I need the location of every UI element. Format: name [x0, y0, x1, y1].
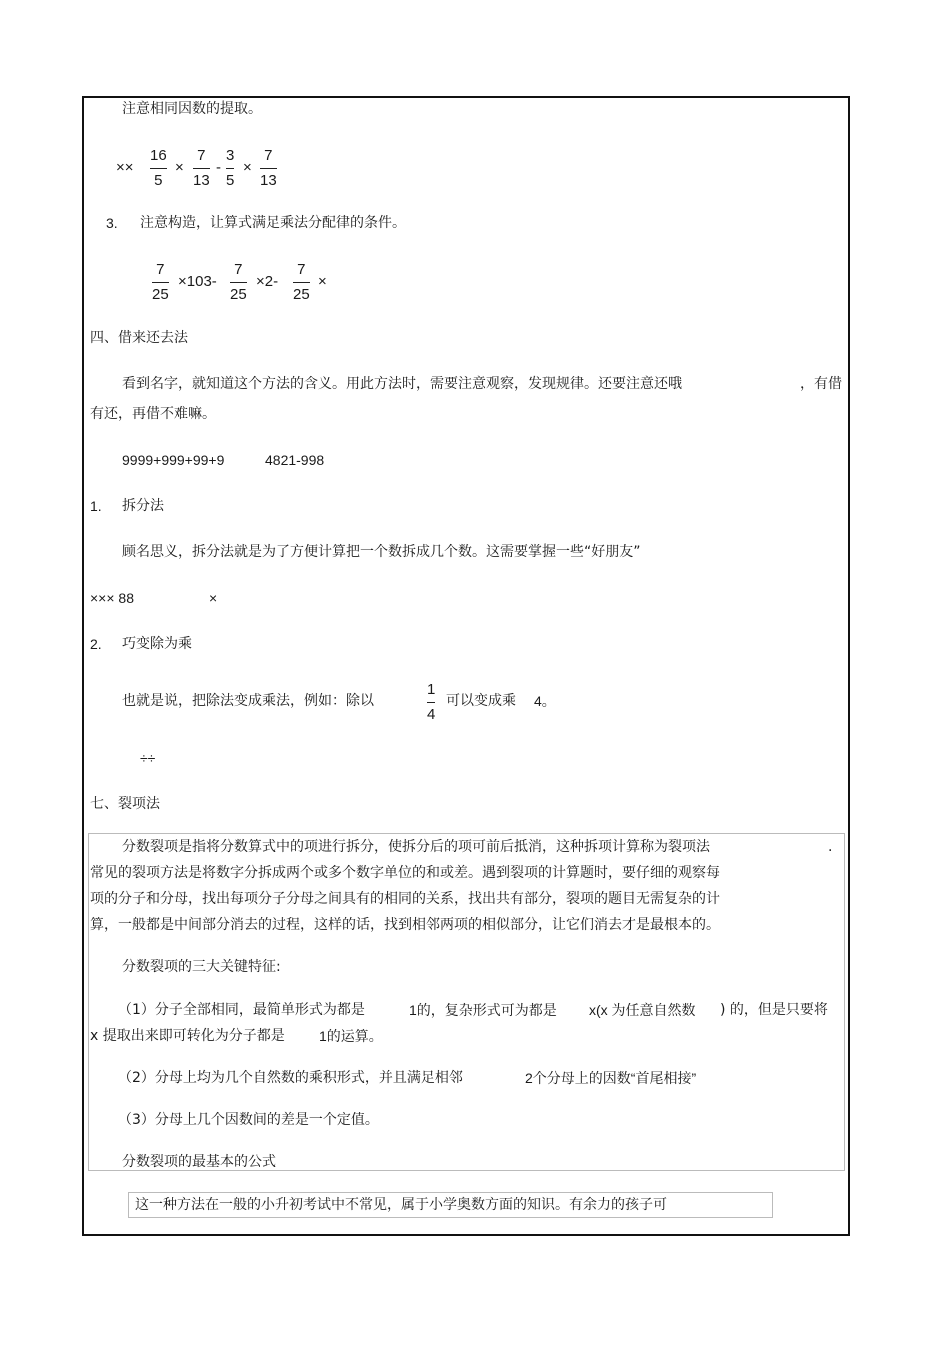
fraction-bar [226, 168, 234, 169]
fraction-bar [150, 168, 167, 169]
feature2-part-b: 2个分母上的因数“首尾相接” [525, 1070, 697, 1086]
fraction-bar [230, 282, 247, 283]
expr1-op-3: × [243, 159, 252, 176]
box-line-1: 分数裂项是指将分数算式中的项进行拆分，使拆分后的项可前后抵消，这种拆项计算称为裂项法 [122, 839, 710, 855]
fraction-denominator: 4 [427, 706, 436, 723]
section4-para-line1: 看到名字，就知道这个方法的含义。用此方法时，需要注意观察，发现规律。还要注意还哦 [122, 376, 682, 392]
expr2-fraction-1 [152, 261, 169, 304]
section4-para-line2: 有还，再借不难嘛。 [90, 406, 216, 422]
fraction-bar [427, 702, 435, 703]
box-line-4: 算，一般都是中间部分消去的过程，这样的话，找到相邻两项的相似部分，让它们消去才是最根本的。 [90, 917, 720, 933]
expr1-fraction-2 [193, 147, 210, 190]
fraction-numerator: 7 [156, 261, 165, 278]
section4-para-line1-tail: ，有借 [800, 376, 842, 392]
feature1-part-d: ) 的，但是只要将 [720, 1002, 828, 1018]
fraction-numerator: 1 [427, 681, 436, 698]
item3-number: 3. [106, 215, 118, 231]
expr2-fraction-3 [293, 261, 310, 304]
box-line-3: 项的分子和分母，找出每项分子分母之间具有的相同的关系，找出共有部分，裂项的题目无需复杂的计 [90, 891, 720, 907]
fraction-bar [293, 282, 310, 283]
fraction-numerator: 3 [226, 147, 235, 164]
feature1-line2-a: x 提取出来即可转化为分子都是 [90, 1028, 285, 1044]
fraction-bar [152, 282, 169, 283]
item2-title: 巧变除为乘 [122, 636, 192, 652]
fraction-numerator: 7 [264, 147, 273, 164]
expr2-op-1: ×103- [178, 273, 217, 290]
expr1-op-2: - [216, 159, 221, 176]
item2-fraction [427, 681, 435, 724]
item2-number: 2. [90, 636, 102, 652]
box-line-2: 常见的裂项方法是将数字分拆成两个或多个数字单位的和或差。遇到裂项的计算题时，要仔细的观察每 [90, 865, 720, 881]
example-a: 9999+999+99+9 [122, 452, 225, 468]
expr1-op-1: × [175, 159, 184, 176]
item2-para-a: 也就是说，把除法变成乘法，例如：除以 [122, 693, 374, 709]
fraction-bar [260, 168, 277, 169]
fraction-denominator: 5 [154, 172, 163, 189]
fraction-numerator: 7 [297, 261, 306, 278]
expr1-fraction-4 [260, 147, 277, 190]
box-line-1-tail: . [828, 839, 833, 855]
fraction-denominator: 25 [293, 286, 310, 303]
section4-title: 四、借来还去法 [90, 330, 188, 346]
fraction-bar [193, 168, 210, 169]
expr1-fraction-1 [150, 147, 167, 190]
example-b: 4821-998 [265, 452, 325, 468]
note-text: 这一种方法在一般的小升初考试中不常见，属于小学奥数方面的知识。有余力的孩子可 [135, 1197, 667, 1213]
item1-para: 顾名思义，拆分法就是为了方便计算把一个数拆成几个数。这需要掌握一些“好朋友” [122, 544, 641, 560]
feature3: （3）分母上几个因数间的差是一个定值。 [118, 1112, 379, 1128]
item2-para-c: 4。 [534, 693, 556, 709]
feature2-part-a: （2）分母上均为几个自然数的乘积形式，并且满足相邻 [118, 1070, 463, 1086]
feature1-part-b: 1的，复杂形式可为都是 [409, 1002, 557, 1018]
factor-note: 注意相同因数的提取。 [122, 101, 262, 117]
fraction-denominator: 13 [260, 172, 277, 189]
item1-example-a: ××× 88 [90, 590, 134, 606]
item1-title: 拆分法 [122, 498, 164, 514]
expr1-prefix: ×× [116, 159, 134, 176]
expr1-fraction-3 [226, 147, 234, 190]
fraction-numerator: 7 [197, 147, 206, 164]
feature1-part-c: x(x 为任意自然数 [589, 1002, 696, 1018]
fraction-numerator: 7 [234, 261, 243, 278]
fraction-denominator: 13 [193, 172, 210, 189]
item1-example-b: × [209, 590, 218, 606]
expr2-fraction-2 [230, 261, 247, 304]
fraction-numerator: 16 [150, 147, 167, 164]
fraction-denominator: 5 [226, 172, 235, 189]
expr2-op-3: × [318, 273, 327, 290]
expr2-op-2: ×2- [256, 273, 279, 290]
item1-number: 1. [90, 498, 102, 514]
fraction-denominator: 25 [152, 286, 169, 303]
features-title: 分数裂项的三大关键特征: [122, 959, 281, 975]
item3-text: 注意构造，让算式满足乘法分配律的条件。 [140, 215, 406, 231]
item2-para-b: 可以变成乘 [446, 693, 516, 709]
item2-example: ÷÷ [140, 750, 156, 766]
section7-title: 七、裂项法 [90, 796, 160, 812]
feature1-part-a: （1）分子全部相同，最简单形式为都是 [118, 1002, 365, 1018]
feature1-line2-b: 1的运算。 [319, 1028, 383, 1044]
fraction-denominator: 25 [230, 286, 247, 303]
formula-title: 分数裂项的最基本的公式 [122, 1154, 276, 1170]
